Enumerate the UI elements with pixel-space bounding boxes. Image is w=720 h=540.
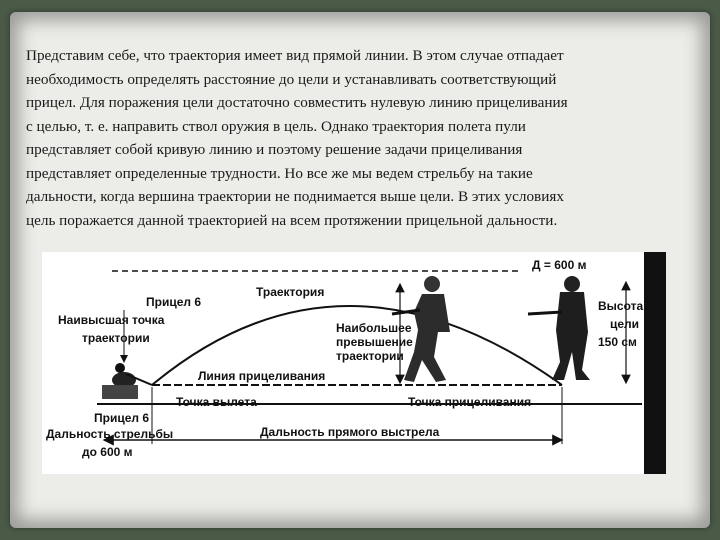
paragraph-line: представляет собой кривую линию и поэтому решение задачи прицеливания xyxy=(26,141,523,158)
paragraph-line: Представим себе, что траектория имеет вид прямой линии. В этом случае отпадает xyxy=(26,47,564,64)
paragraph-line: с целью, т. е. направить ствол оружия в цель. Однако траектория полета пули xyxy=(26,117,526,135)
figure-border-strip xyxy=(644,252,666,474)
direct-shot-label: Дальность прямого выстрела xyxy=(260,425,440,439)
highest-point-label-2: траектории xyxy=(82,331,150,345)
aim-line-label: Линия прицеливания xyxy=(198,369,326,383)
sight-top-label: Прицел 6 xyxy=(146,295,202,309)
aim-point-label: Точка прицеливания xyxy=(408,395,532,409)
paragraph-line: дальности, когда вершина траектории не поднимается выше цели. В этих условиях xyxy=(26,188,564,205)
body-paragraph xyxy=(26,44,716,232)
target-height-label-2: цели xyxy=(610,317,640,331)
trajectory-figure xyxy=(42,252,666,474)
range-label-2: до 600 м xyxy=(82,445,133,459)
shooter-figure-icon xyxy=(102,363,152,399)
target-height-label-3: 150 см xyxy=(598,335,637,349)
departure-point-label: Точка вылета xyxy=(176,395,257,409)
range-label-1: Дальность стрельбы xyxy=(46,427,174,441)
paragraph-line: прицел. Для поражения цели достаточно совместить нулевую линию прицеливания xyxy=(26,94,568,111)
paragraph-line: необходимость определять расстояние до цели и устанавливать соответствующий xyxy=(26,70,557,88)
trajectory-label: Траектория xyxy=(256,285,325,299)
max-excess-label-2: превышение xyxy=(336,335,413,349)
sight-bottom-label: Прицел 6 xyxy=(94,411,150,425)
paragraph-line: цель поражается данной траекторией на всем протяжении прицельной дальности. xyxy=(26,211,558,229)
highest-point-label-1: Наивысшая точка xyxy=(58,313,165,327)
distance-label: Д = 600 м xyxy=(532,258,587,272)
target-height-label-1: Высота xyxy=(598,299,644,313)
paragraph-line: представляет определенные трудности. Но все же мы ведем стрельбу на такие xyxy=(26,164,533,182)
max-excess-label-1: Наибольшее xyxy=(336,321,412,335)
trajectory-diagram xyxy=(42,252,666,474)
standing-target-icon xyxy=(528,276,590,380)
max-excess-label-3: траектории xyxy=(336,349,404,363)
